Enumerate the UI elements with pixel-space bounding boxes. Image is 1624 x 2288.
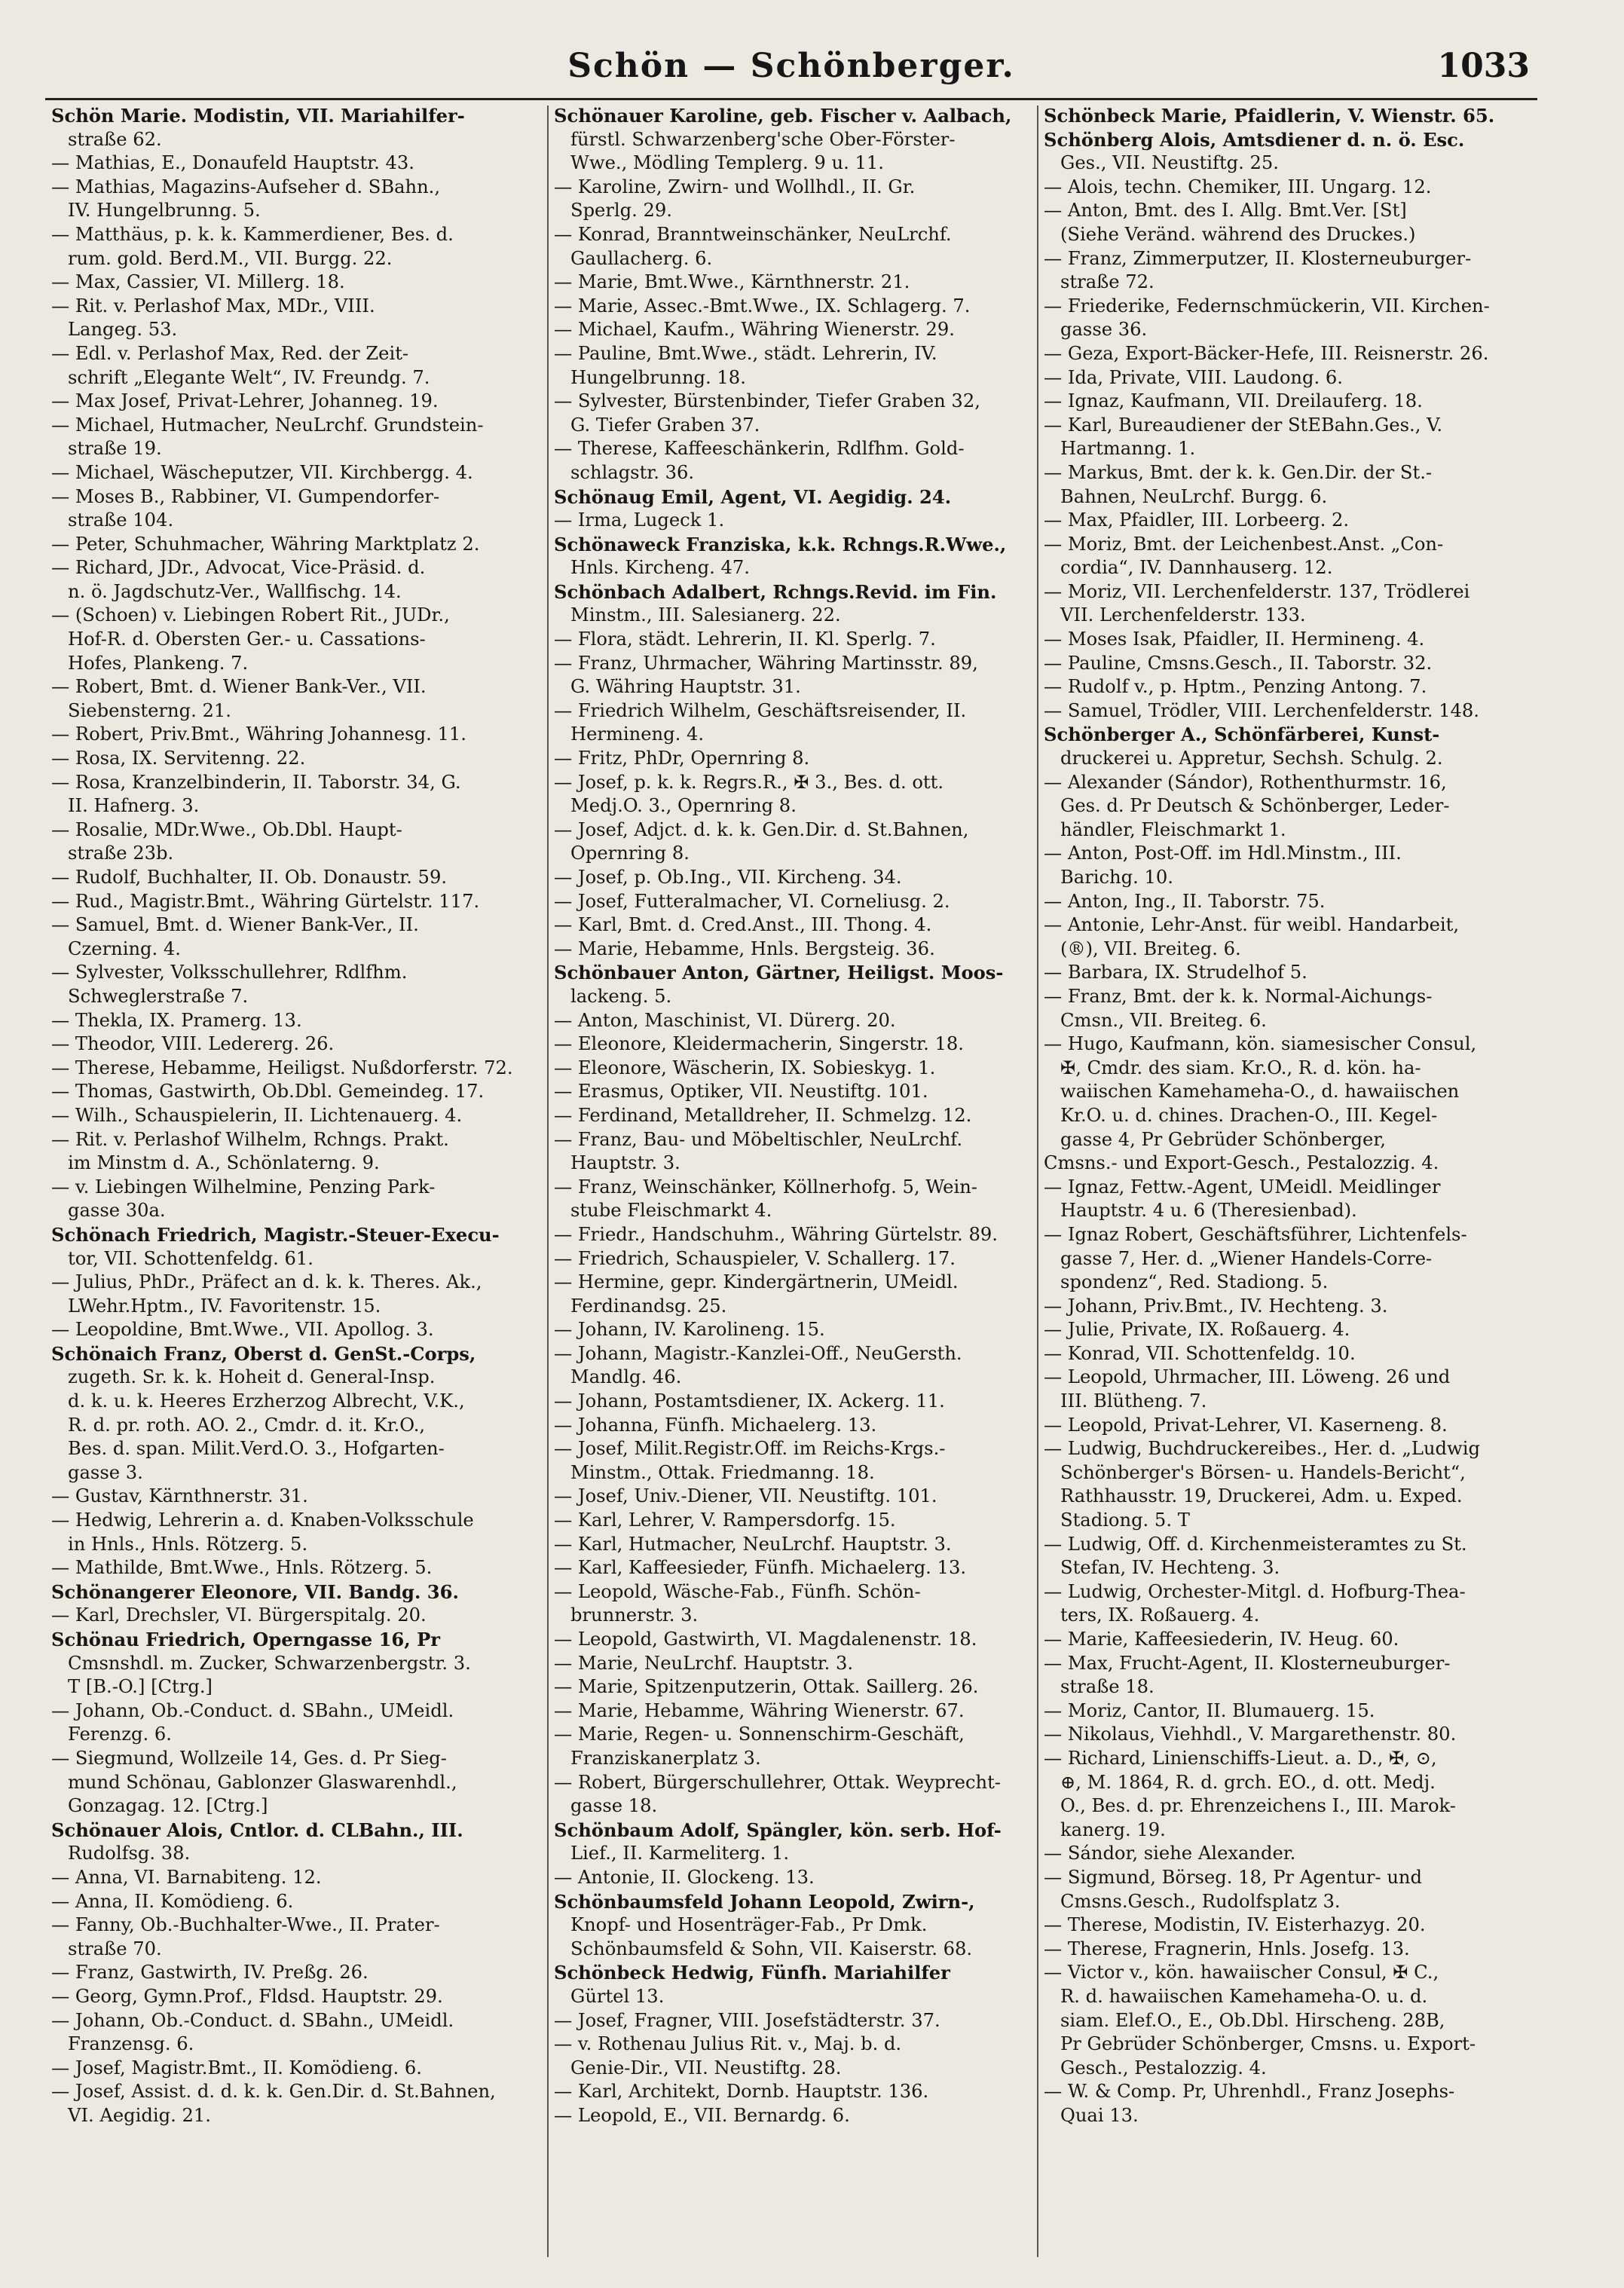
directory-entry-line: Mandlg. 46. bbox=[570, 1366, 682, 1388]
directory-entry-line: — Max, Frucht-Agent, II. Klosterneuburger- bbox=[1044, 1652, 1451, 1674]
directory-entry-line: — Franz, Bmt. der k. k. Normal-Aichungs- bbox=[1044, 985, 1433, 1007]
directory-entry-line: kanerg. 19. bbox=[1060, 1818, 1166, 1840]
directory-entry-line: — Nikolaus, Viehhdl., V. Margarethenstr. 80. bbox=[1044, 1724, 1457, 1745]
directory-headword-line: Schön Marie. Modistin, VII. Mariahilfer- bbox=[51, 105, 465, 127]
directory-entry-line: Siebensterng. 21. bbox=[68, 699, 231, 721]
directory-entry-line: Sperlg. 29. bbox=[570, 200, 672, 222]
directory-entry-line: — Ludwig, Off. d. Kirchenmeisteramtes zu St. bbox=[1044, 1533, 1467, 1555]
directory-entry-line: — Irma, Lugeck 1. bbox=[554, 509, 725, 531]
directory-entry-line: — Josef, Assist. d. d. k. k. Gen.Dir. d. St.Bahnen, bbox=[51, 2081, 496, 2103]
directory-entry-line: — Franz, Weinschänker, Köllnerhofg. 5, Wein- bbox=[554, 1176, 977, 1198]
directory-entry-line: Stadiong. 5. T bbox=[1060, 1510, 1190, 1531]
directory-headword-line: Schönbeck Marie, Pfaidlerin, V. Wienstr. 65. bbox=[1044, 105, 1495, 127]
directory-entry-line: — Franz, Bau- und Möbeltischler, NeuLrchf. bbox=[554, 1128, 963, 1150]
directory-entry-line: — Michael, Kaufm., Währing Wienerstr. 29. bbox=[554, 319, 955, 341]
directory-entry-line: — Moses B., Rabbiner, VI. Gumpendorfer- bbox=[51, 485, 440, 507]
directory-entry-line: — Moriz, Cantor, II. Blumauerg. 15. bbox=[1044, 1699, 1375, 1721]
directory-entry-line: — Johann, Magistr.-Kanzlei-Off., NeuGersth. bbox=[554, 1342, 962, 1364]
directory-entry-line: — Pauline, Bmt.Wwe., städt. Lehrerin, IV. bbox=[554, 342, 937, 364]
directory-entry-line: — Ignaz Robert, Geschäftsführer, Lichtenfels- bbox=[1044, 1223, 1467, 1245]
directory-entry-line: — Richard, Linienschiffs-Lieut. a. D., ✠, ⊙, bbox=[1044, 1747, 1437, 1769]
directory-headword-line: Schönauer Karoline, geb. Fischer v. Aalbach, bbox=[554, 105, 1012, 127]
directory-entry-line: Gaullacherg. 6. bbox=[570, 247, 713, 269]
directory-entry-line: — Karl, Bmt. d. Cred.Anst., III. Thong. 4. bbox=[554, 914, 932, 936]
directory-entry-line: — Flora, städt. Lehrerin, II. Kl. Sperlg. 7. bbox=[554, 629, 936, 650]
directory-entry-line: — Therese, Kaffeeschänkerin, Rdlfhm. Gold- bbox=[554, 438, 965, 460]
directory-entry-line: — v. Liebingen Wilhelmine, Penzing Park- bbox=[51, 1176, 436, 1198]
directory-entry-line: G. Tiefer Graben 37. bbox=[570, 414, 760, 436]
directory-entry-line: Gürtel 13. bbox=[570, 1985, 665, 2007]
directory-entry-line: — Leopoldine, Bmt.Wwe., VII. Apollog. 3. bbox=[51, 1319, 434, 1341]
directory-entry-line: — Rudolf v., p. Hptm., Penzing Antong. 7. bbox=[1044, 676, 1427, 698]
directory-entry-line: IV. Hungelbrunng. 5. bbox=[68, 200, 261, 222]
directory-entry-line: händler, Fleischmarkt 1. bbox=[1060, 818, 1286, 840]
directory-entry-line: — Franz, Gastwirth, IV. Preßg. 26. bbox=[51, 1962, 369, 1984]
directory-entry-line: — Moriz, VII. Lerchenfelderstr. 137, Trödlerei bbox=[1044, 580, 1470, 602]
directory-entry-line: — Anton, Maschinist, VI. Dürerg. 20. bbox=[554, 1009, 896, 1031]
directory-entry-line: — Sigmund, Börseg. 18, Pr Agentur- und bbox=[1044, 1866, 1422, 1888]
directory-entry-line: tor, VII. Schottenfeldg. 61. bbox=[68, 1247, 313, 1269]
directory-entry-line: Rathhausstr. 19, Druckerei, Adm. u. Exped. bbox=[1060, 1485, 1463, 1507]
directory-entry-line: Pr Gebrüder Schönberger, Cmsns. u. Export- bbox=[1060, 2033, 1476, 2055]
directory-entry-line: n. ö. Jagdschutz-Ver., Wallfischg. 14. bbox=[68, 580, 402, 602]
directory-entry-line: Hartmanng. 1. bbox=[1060, 438, 1196, 460]
directory-entry-line: — Karl, Bureaudiener der StEBahn.Ges., V. bbox=[1044, 414, 1443, 436]
directory-entry-line: — Robert, Bmt. d. Wiener Bank-Ver., VII. bbox=[51, 676, 427, 698]
directory-entry-line: — Robert, Priv.Bmt., Währing Johannesg. 11. bbox=[51, 723, 466, 745]
directory-entry-line: — Sylvester, Bürstenbinder, Tiefer Graben 32, bbox=[554, 390, 980, 412]
directory-entry-line: — Rosa, Kranzelbinderin, II. Taborstr. 34, G. bbox=[51, 771, 461, 793]
directory-entry-line: — Josef, Fragner, VIII. Josefstädterstr. 37. bbox=[554, 2009, 940, 2031]
directory-entry-line: — Leopold, E., VII. Bernardg. 6. bbox=[554, 2104, 850, 2126]
directory-entry-line: straße 19. bbox=[68, 438, 162, 460]
directory-entry-line: — Therese, Modistin, IV. Eisterhazyg. 20. bbox=[1044, 1914, 1426, 1936]
directory-entry-line: R. d. pr. roth. AO. 2., Cmdr. d. it. Kr.O., bbox=[68, 1414, 426, 1436]
directory-headword-line: Schönauer Alois, Cntlor. d. CLBahn., III. bbox=[51, 1818, 463, 1841]
directory-entry-line: Ges., VII. Neustiftg. 25. bbox=[1060, 152, 1279, 174]
directory-entry-line: in Hnls., Hnls. Rötzerg. 5. bbox=[68, 1533, 308, 1555]
directory-entry-line: Knopf- und Hosenträger-Fab., Pr Dmk. bbox=[570, 1914, 928, 1936]
directory-entry-line: — Matthäus, p. k. k. Kammerdiener, Bes. d. bbox=[51, 223, 454, 245]
directory-entry-line: — Fanny, Ob.-Buchhalter-Wwe., II. Prater- bbox=[51, 1914, 440, 1936]
directory-entry-line: — Johann, Priv.Bmt., IV. Hechteng. 3. bbox=[1044, 1295, 1388, 1317]
directory-entry-line: — Rosa, IX. Servitenng. 22. bbox=[51, 748, 306, 769]
directory-entry-line: siam. Elef.O., E., Ob.Dbl. Hirscheng. 28B, bbox=[1060, 2009, 1445, 2031]
directory-entry-line: cordia“, IV. Dannhauserg. 12. bbox=[1060, 557, 1333, 579]
directory-entry-line: — Georg, Gymn.Prof., Fldsd. Hauptstr. 29. bbox=[51, 1985, 443, 2007]
directory-entry-line: (®), VII. Breiteg. 6. bbox=[1060, 938, 1241, 959]
directory-headword-line: Schönaweck Franziska, k.k. Rchngs.R.Wwe., bbox=[554, 533, 1007, 555]
directory-entry-line: — Michael, Wäscheputzer, VII. Kirchbergg. 4. bbox=[51, 461, 473, 483]
directory-entry-line: — W. & Comp. Pr, Uhrenhdl., Franz Josephs- bbox=[1044, 2081, 1455, 2103]
directory-entry-line: Cmsn., VII. Breiteg. 6. bbox=[1060, 1009, 1267, 1031]
directory-entry-line: Schönbaumsfeld & Sohn, VII. Kaiserstr. 68. bbox=[570, 1938, 973, 1959]
directory-entry-line: — Theodor, VIII. Ledererg. 26. bbox=[51, 1033, 335, 1055]
directory-entry-line: — Ludwig, Orchester-Mitgl. d. Hofburg-Thea- bbox=[1044, 1580, 1466, 1602]
directory-headword-line: Schönbaum Adolf, Spängler, kön. serb. Hof- bbox=[554, 1818, 1002, 1841]
directory-entry-line: — Sándor, siehe Alexander. bbox=[1044, 1843, 1296, 1864]
directory-entry-line: zugeth. Sr. k. k. Hoheit d. General-Insp. bbox=[68, 1366, 436, 1388]
directory-entry-line: — Friedr., Handschuhm., Währing Gürtelstr. 89. bbox=[554, 1223, 998, 1245]
directory-entry-line: Schönberger's Börsen- u. Handels-Bericht“, bbox=[1060, 1461, 1466, 1483]
directory-entry-line: R. d. hawaiischen Kamehameha-O. u. d. bbox=[1060, 1985, 1428, 2007]
directory-entry-line: — Hermine, gepr. Kindergärtnerin, UMeidl. bbox=[554, 1271, 959, 1293]
directory-entry-line: — Karoline, Zwirn- und Wollhdl., II. Gr. bbox=[554, 176, 916, 197]
directory-entry-line: Hungelbrunng. 18. bbox=[570, 366, 746, 388]
directory-entry-line: — Anton, Bmt. des I. Allg. Bmt.Ver. [St] bbox=[1044, 200, 1407, 222]
directory-entry-line: Rudolfsg. 38. bbox=[68, 1843, 191, 1864]
page-number: 1033 bbox=[1437, 47, 1530, 85]
directory-entry-line: — Johann, Ob.-Conduct. d. SBahn., UMeidl. bbox=[51, 1699, 454, 1721]
directory-entry-line: Hermineng. 4. bbox=[570, 723, 705, 745]
directory-entry-line: brunnerstr. 3. bbox=[570, 1604, 699, 1626]
directory-entry-line: Hauptstr. 3. bbox=[570, 1152, 680, 1174]
column-3 bbox=[1044, 104, 1534, 2127]
directory-entry-line: — Johann, IV. Karolineng. 15. bbox=[554, 1319, 825, 1341]
directory-entry-line: — Karl, Lehrer, V. Rampersdorfg. 15. bbox=[554, 1510, 896, 1531]
directory-headword-line: Schönberg Alois, Amtsdiener d. n. ö. Esc. bbox=[1044, 128, 1465, 151]
directory-entry-line: gasse 7, Her. d. „Wiener Handels-Corre- bbox=[1060, 1247, 1433, 1269]
directory-entry-line: — Josef, p. k. k. Regrs.R., ✠ 3., Bes. d. ott. bbox=[554, 771, 944, 793]
directory-entry-line: Cmsns.Gesch., Rudolfsplatz 3. bbox=[1060, 1890, 1341, 1912]
directory-headword-line: Schönbach Adalbert, Rchngs.Revid. im Fin. bbox=[554, 580, 997, 603]
directory-entry-line: Hauptstr. 4 u. 6 (Theresienbad). bbox=[1060, 1200, 1357, 1222]
directory-entry-line: — Ludwig, Buchdruckereibes., Her. d. „Ludwig bbox=[1044, 1438, 1480, 1460]
directory-entry-line: T [B.-O.] [Ctrg.] bbox=[68, 1676, 213, 1698]
directory-entry-line: rum. gold. Berd.M., VII. Burgg. 22. bbox=[68, 247, 393, 269]
directory-entry-line: — Karl, Drechsler, VI. Bürgerspitalg. 20. bbox=[51, 1604, 427, 1626]
directory-entry-line: Hofes, Plankeng. 7. bbox=[68, 652, 249, 674]
directory-entry-line: — Anton, Ing., II. Taborstr. 75. bbox=[1044, 890, 1326, 912]
directory-entry-line: — Rosalie, MDr.Wwe., Ob.Dbl. Haupt- bbox=[51, 818, 402, 840]
directory-entry-line: — Anna, II. Komödieng. 6. bbox=[51, 1890, 294, 1912]
directory-entry-line: gasse 18. bbox=[570, 1795, 658, 1817]
directory-entry-line: — Antonie, II. Glockeng. 13. bbox=[554, 1866, 815, 1888]
directory-entry-line: (Siehe Veränd. während des Druckes.) bbox=[1060, 223, 1416, 245]
directory-entry-line: — Eleonore, Wäscherin, IX. Sobieskyg. 1. bbox=[554, 1057, 936, 1078]
directory-entry-line: Bes. d. span. Milit.Verd.O. 3., Hofgarten- bbox=[68, 1438, 445, 1460]
directory-entry-line: gasse 30a. bbox=[68, 1200, 166, 1222]
directory-entry-line: III. Blütheng. 7. bbox=[1060, 1390, 1207, 1412]
directory-entry-line: — Konrad, Branntweinschänker, NeuLrchf. bbox=[554, 223, 952, 245]
directory-headword-line: Schönaug Emil, Agent, VI. Aegidig. 24. bbox=[554, 485, 952, 508]
directory-entry-line: stube Fleischmarkt 4. bbox=[570, 1200, 772, 1222]
directory-entry-line: — Alexander (Sándor), Rothenthurmstr. 16, bbox=[1044, 771, 1447, 793]
directory-entry-line: — Mathias, E., Donaufeld Hauptstr. 43. bbox=[51, 152, 414, 174]
directory-entry-line: Minstm., III. Salesianerg. 22. bbox=[570, 604, 841, 626]
directory-entry-line: — Ferdinand, Metalldreher, II. Schmelzg. 12. bbox=[554, 1104, 972, 1126]
directory-entry-line: straße 72. bbox=[1060, 271, 1155, 293]
directory-entry-line: — Samuel, Bmt. d. Wiener Bank-Ver., II. bbox=[51, 914, 419, 936]
directory-entry-line: LWehr.Hptm., IV. Favoritenstr. 15. bbox=[68, 1295, 381, 1317]
directory-entry-line: — Fritz, PhDr, Opernring 8. bbox=[554, 748, 810, 769]
column-divider bbox=[547, 106, 549, 2257]
directory-entry-line: — Leopold, Wäsche-Fab., Fünfh. Schön- bbox=[554, 1580, 921, 1602]
directory-entry-line: — Marie, Hebamme, Währing Wienerstr. 67. bbox=[554, 1699, 965, 1721]
directory-entry-line: straße 23b. bbox=[68, 843, 174, 864]
directory-entry-line: Schweglerstraße 7. bbox=[68, 985, 249, 1007]
directory-entry-line: O., Bes. d. pr. Ehrenzeichens I., III. Marok- bbox=[1060, 1795, 1456, 1817]
directory-headword-line: Schönau Friedrich, Operngasse 16, Pr bbox=[51, 1629, 441, 1650]
directory-entry-line: Bahnen, NeuLrchf. Burgg. 6. bbox=[1060, 485, 1328, 507]
directory-entry-line: — Franz, Zimmerputzer, II. Klosterneuburger- bbox=[1044, 247, 1472, 269]
directory-entry-line: — Max, Pfaidler, III. Lorbeerg. 2. bbox=[1044, 509, 1350, 531]
directory-entry-line: Opernring 8. bbox=[570, 843, 690, 864]
directory-entry-line: — Marie, Bmt.Wwe., Kärnthnerstr. 21. bbox=[554, 271, 910, 293]
directory-entry-line: — Alois, techn. Chemiker, III. Ungarg. 12. bbox=[1044, 176, 1432, 197]
directory-entry-line: — Johann, Postamtsdiener, IX. Ackerg. 11. bbox=[554, 1390, 945, 1412]
directory-entry-line: Wwe., Mödling Templerg. 9 u. 11. bbox=[570, 152, 884, 174]
directory-entry-line: schlagstr. 36. bbox=[570, 461, 695, 483]
directory-entry-line: — Julie, Private, IX. Roßauerg. 4. bbox=[1044, 1319, 1350, 1341]
directory-entry-line: — Josef, Milit.Registr.Off. im Reichs-Krgs.- bbox=[554, 1438, 946, 1460]
directory-entry-line: — Friedrich Wilhelm, Geschäftsreisender, II. bbox=[554, 699, 967, 721]
directory-entry-line: — Marie, Assec.-Bmt.Wwe., IX. Schlagerg. 7. bbox=[554, 295, 971, 317]
directory-entry-line: — Leopold, Privat-Lehrer, VI. Kaserneng. 8. bbox=[1044, 1414, 1448, 1436]
directory-entry-line: — Marie, Kaffeesiederin, IV. Heug. 60. bbox=[1044, 1629, 1399, 1650]
directory-entry-line: — Sylvester, Volksschullehrer, Rdlfhm. bbox=[51, 962, 408, 983]
directory-entry-line: G. Währing Hauptstr. 31. bbox=[570, 676, 801, 698]
directory-entry-line: — (Schoen) v. Liebingen Robert Rit., JUDr., bbox=[51, 604, 450, 626]
directory-entry-line: — Hedwig, Lehrerin a. d. Knaben-Volksschule bbox=[51, 1510, 474, 1531]
directory-entry-line: — Therese, Hebamme, Heiligst. Nußdorferstr. 72. bbox=[51, 1057, 513, 1078]
directory-entry-line: — Pauline, Cmsns.Gesch., II. Taborstr. 32. bbox=[1044, 652, 1433, 674]
directory-entry-line: — Marie, Hebamme, Hnls. Bergsteig. 36. bbox=[554, 938, 935, 959]
directory-entry-line: — Karl, Hutmacher, NeuLrchf. Hauptstr. 3. bbox=[554, 1533, 952, 1555]
directory-entry-line: Ges. d. Pr Deutsch & Schönberger, Leder- bbox=[1060, 795, 1450, 817]
directory-headword-line: Schönbauer Anton, Gärtner, Heiligst. Moos- bbox=[554, 962, 1004, 984]
directory-headword-line: Schönbaumsfeld Johann Leopold, Zwirn-, bbox=[554, 1890, 975, 1913]
directory-entry-line: Gonzagag. 12. [Ctrg.] bbox=[68, 1795, 268, 1817]
directory-entry-line: — Mathilde, Bmt.Wwe., Hnls. Rötzerg. 5. bbox=[51, 1557, 433, 1579]
directory-entry-line: Hnls. Kircheng. 47. bbox=[570, 557, 750, 579]
directory-entry-line: Hof-R. d. Obersten Ger.- u. Cassations- bbox=[68, 629, 426, 650]
directory-entry-line: — Richard, JDr., Advocat, Vice-Präsid. d. bbox=[51, 557, 426, 579]
directory-entry-line: — Therese, Fragnerin, Hnls. Josefg. 13. bbox=[1044, 1938, 1410, 1959]
directory-entry-line: — Rit. v. Perlashof Max, MDr., VIII. bbox=[51, 295, 375, 317]
column-2 bbox=[554, 104, 1040, 2127]
directory-entry-line: druckerei u. Appretur, Sechsh. Schulg. 2. bbox=[1060, 748, 1443, 769]
directory-entry-line: — Rit. v. Perlashof Wilhelm, Rchngs. Prakt. bbox=[51, 1128, 449, 1150]
directory-entry-line: Franziskanerplatz 3. bbox=[570, 1747, 761, 1769]
directory-entry-line: — v. Rothenau Julius Rit. v., Maj. b. d. bbox=[554, 2033, 902, 2055]
directory-headword-line: Schönbeck Hedwig, Fünfh. Mariahilfer bbox=[554, 1962, 950, 1984]
directory-entry-line: waiischen Kamehameha-O., d. hawaiischen bbox=[1060, 1081, 1460, 1103]
directory-entry-line: — Victor v., kön. hawaiischer Consul, ✠ C., bbox=[1044, 1962, 1439, 1984]
directory-headword-line: Schönberger A., Schönfärberei, Kunst- bbox=[1044, 723, 1440, 746]
directory-entry-line: — Rudolf, Buchhalter, II. Ob. Donaustr. 59. bbox=[51, 867, 448, 888]
directory-entry-line: — Josef, Magistr.Bmt., II. Komödieng. 6. bbox=[51, 2057, 422, 2078]
directory-entry-line: Cmsns.- und Export-Gesch., Pestalozzig. 4. bbox=[1044, 1152, 1439, 1174]
directory-entry-line: mund Schönau, Gablonzer Glaswarenhdl., bbox=[68, 1771, 457, 1793]
directory-entry-line: — Robert, Bürgerschullehrer, Ottak. Weyprecht- bbox=[554, 1771, 1001, 1793]
directory-entry-line: Lief., II. Karmeliterg. 1. bbox=[570, 1843, 790, 1864]
directory-entry-line: — Rud., Magistr.Bmt., Währing Gürtelstr. 117. bbox=[51, 890, 480, 912]
directory-headword-line: Schönangerer Eleonore, VII. Bandg. 36. bbox=[51, 1580, 459, 1603]
directory-entry-line: — Josef, Futteralmacher, VI. Corneliusg. 2. bbox=[554, 890, 950, 912]
directory-entry-line: gasse 36. bbox=[1060, 319, 1148, 341]
directory-entry-line: — Erasmus, Optiker, VII. Neustiftg. 101. bbox=[554, 1081, 928, 1103]
directory-entry-line: — Wilh., Schauspielerin, II. Lichtenauerg. 4. bbox=[51, 1104, 463, 1126]
directory-entry-line: ⊕, M. 1864, R. d. grch. EO., d. ott. Medj. bbox=[1060, 1771, 1436, 1793]
directory-entry-line: Kr.O. u. d. chines. Drachen-O., III. Kegel- bbox=[1060, 1104, 1438, 1126]
directory-entry-line: — Max Josef, Privat-Lehrer, Johanneg. 19. bbox=[51, 390, 439, 412]
directory-entry-line: Stefan, IV. Hechteng. 3. bbox=[1060, 1557, 1280, 1579]
directory-headword-line: Schönach Friedrich, Magistr.-Steuer-Execu- bbox=[51, 1223, 500, 1246]
directory-entry-line: — Peter, Schuhmacher, Währing Marktplatz 2. bbox=[51, 533, 480, 555]
directory-entry-line: — Karl, Architekt, Dornb. Hauptstr. 136. bbox=[554, 2081, 929, 2103]
header-rule bbox=[45, 98, 1537, 100]
directory-entry-line: — Siegmund, Wollzeile 14, Ges. d. Pr Sieg- bbox=[51, 1747, 447, 1769]
directory-entry-line: gasse 4, Pr Gebrüder Schönberger, bbox=[1060, 1128, 1386, 1150]
directory-entry-line: II. Hafnerg. 3. bbox=[68, 795, 200, 817]
directory-entry-line: straße 62. bbox=[68, 128, 162, 150]
directory-entry-line: — Marie, Spitzenputzerin, Ottak. Saillerg. 26. bbox=[554, 1676, 979, 1698]
directory-entry-line: — Anna, VI. Barnabiteng. 12. bbox=[51, 1866, 322, 1888]
directory-entry-line: — Julius, PhDr., Präfect an d. k. k. Theres. Ak., bbox=[51, 1271, 482, 1293]
directory-entry-line: — Samuel, Trödler, VIII. Lerchenfelderstr. 148. bbox=[1044, 699, 1479, 721]
directory-entry-line: — Ignaz, Fettw.-Agent, UMeidl. Meidlinger bbox=[1044, 1176, 1441, 1198]
directory-entry-line: Langeg. 53. bbox=[68, 319, 178, 341]
running-head: Schön — Schönberger. bbox=[567, 47, 1015, 85]
directory-entry-line: fürstl. Schwarzenberg'sche Ober-Förster- bbox=[570, 128, 956, 150]
directory-headword-line: Schönaich Franz, Oberst d. GenSt.-Corps, bbox=[51, 1342, 476, 1365]
directory-entry-line: VII. Lerchenfelderstr. 133. bbox=[1060, 604, 1306, 626]
directory-entry-line: Genie-Dir., VII. Neustiftg. 28. bbox=[570, 2057, 842, 2078]
directory-entry-line: Medj.O. 3., Opernring 8. bbox=[570, 795, 797, 817]
directory-entry-line: Minstm., Ottak. Friedmanng. 18. bbox=[570, 1461, 875, 1483]
directory-entry-line: Ferdinandsg. 25. bbox=[570, 1295, 727, 1317]
directory-entry-line: d. k. u. k. Heeres Erzherzog Albrecht, V.K., bbox=[68, 1390, 465, 1412]
directory-entry-line: — Konrad, VII. Schottenfeldg. 10. bbox=[1044, 1342, 1356, 1364]
directory-entry-line: — Moriz, Bmt. der Leichenbest.Anst. „Con- bbox=[1044, 533, 1444, 555]
page-header bbox=[53, 47, 1530, 92]
directory-entry-line: — Friedrich, Schauspieler, V. Schallerg. 17. bbox=[554, 1247, 956, 1269]
directory-entry-line: Quai 13. bbox=[1060, 2104, 1139, 2126]
directory-entry-line: — Ignaz, Kaufmann, VII. Dreilauferg. 18. bbox=[1044, 390, 1423, 412]
directory-entry-line: — Friederike, Federnschmückerin, VII. Kirchen- bbox=[1044, 295, 1490, 317]
directory-entry-line: — Marie, Regen- u. Sonnenschirm-Geschäft, bbox=[554, 1724, 965, 1745]
directory-entry-line: — Markus, Bmt. der k. k. Gen.Dir. der St.- bbox=[1044, 461, 1433, 483]
directory-entry-line: — Antonie, Lehr-Anst. für weibl. Handarbeit, bbox=[1044, 914, 1460, 936]
directory-entry-line: — Johanna, Fünfh. Michaelerg. 13. bbox=[554, 1414, 877, 1436]
directory-entry-line: Franzensg. 6. bbox=[68, 2033, 194, 2055]
directory-entry-line: — Max, Cassier, VI. Millerg. 18. bbox=[51, 271, 345, 293]
directory-entry-line: ✠, Cmdr. des siam. Kr.O., R. d. kön. ha- bbox=[1060, 1057, 1421, 1078]
directory-entry-line: — Josef, Adjct. d. k. k. Gen.Dir. d. St.Bahnen, bbox=[554, 818, 969, 840]
directory-entry-line: gasse 3. bbox=[68, 1461, 143, 1483]
directory-entry-line: VI. Aegidig. 21. bbox=[68, 2104, 211, 2126]
directory-entry-line: straße 18. bbox=[1060, 1676, 1155, 1698]
directory-entry-line: — Marie, NeuLrchf. Hauptstr. 3. bbox=[554, 1652, 854, 1674]
directory-entry-line: — Geza, Export-Bäcker-Hefe, III. Reisnerstr. 26. bbox=[1044, 342, 1489, 364]
directory-entry-line: — Leopold, Gastwirth, VI. Magdalenenstr. 18. bbox=[554, 1629, 977, 1650]
directory-entry-line: im Minstm d. A., Schönlaterng. 9. bbox=[68, 1152, 380, 1174]
directory-entry-line: straße 70. bbox=[68, 1938, 162, 1959]
directory-entry-line: — Thekla, IX. Pramerg. 13. bbox=[51, 1009, 302, 1031]
directory-entry-line: Ferenzg. 6. bbox=[68, 1724, 172, 1745]
directory-entry-line: — Ida, Private, VIII. Laudong. 6. bbox=[1044, 366, 1343, 388]
directory-entry-line: — Josef, p. Ob.Ing., VII. Kircheng. 34. bbox=[554, 867, 902, 888]
directory-entry-line: ters, IX. Roßauerg. 4. bbox=[1060, 1604, 1260, 1626]
directory-entry-line: schrift „Elegante Welt“, IV. Freundg. 7. bbox=[68, 366, 430, 388]
directory-entry-line: — Mathias, Magazins-Aufseher d. SBahn., bbox=[51, 176, 441, 197]
directory-entry-line: Barichg. 10. bbox=[1060, 867, 1173, 888]
directory-entry-line: — Franz, Uhrmacher, Währing Martinsstr. 89, bbox=[554, 652, 978, 674]
directory-entry-line: lackeng. 5. bbox=[570, 985, 672, 1007]
directory-entry-line: — Moses Isak, Pfaidler, II. Hermineng. 4. bbox=[1044, 629, 1425, 650]
directory-entry-line: — Karl, Kaffeesieder, Fünfh. Michaelerg. 13. bbox=[554, 1557, 967, 1579]
directory-entry-line: — Eleonore, Kleidermacherin, Singerstr. 18. bbox=[554, 1033, 964, 1055]
directory-entry-line: — Anton, Post-Off. im Hdl.Minstm., III. bbox=[1044, 843, 1402, 864]
directory-entry-line: — Hugo, Kaufmann, kön. siamesischer Consul, bbox=[1044, 1033, 1477, 1055]
directory-entry-line: Czerning. 4. bbox=[68, 938, 181, 959]
directory-entry-line: straße 104. bbox=[68, 509, 174, 531]
directory-entry-line: — Josef, Univ.-Diener, VII. Neustiftg. 101. bbox=[554, 1485, 937, 1507]
directory-entry-line: — Edl. v. Perlashof Max, Red. der Zeit- bbox=[51, 342, 409, 364]
directory-entry-line: Cmsnshdl. m. Zucker, Schwarzenbergstr. 3. bbox=[68, 1652, 471, 1674]
directory-entry-line: — Leopold, Uhrmacher, III. Löweng. 26 und bbox=[1044, 1366, 1451, 1388]
directory-entry-line: spondenz“, Red. Stadiong. 5. bbox=[1060, 1271, 1329, 1293]
directory-entry-line: — Michael, Hutmacher, NeuLrchf. Grundstein- bbox=[51, 414, 484, 436]
directory-entry-line: — Gustav, Kärnthnerstr. 31. bbox=[51, 1485, 308, 1507]
directory-entry-line: — Thomas, Gastwirth, Ob.Dbl. Gemeindeg. 17. bbox=[51, 1081, 485, 1103]
column-1 bbox=[51, 104, 537, 2127]
directory-entry-line: — Barbara, IX. Strudelhof 5. bbox=[1044, 962, 1307, 983]
directory-entry-line: — Johann, Ob.-Conduct. d. SBahn., UMeidl. bbox=[51, 2009, 454, 2031]
directory-entry-line: Gesch., Pestalozzig. 4. bbox=[1060, 2057, 1267, 2078]
